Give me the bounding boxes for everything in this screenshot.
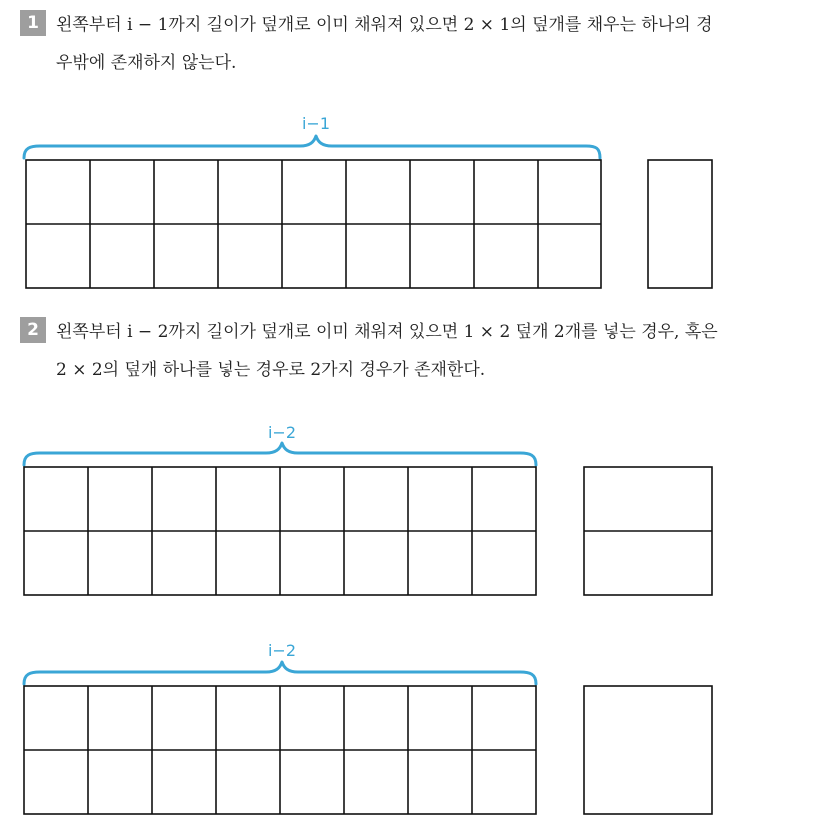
grid-filled-i-minus-1 — [26, 160, 601, 288]
brace-label-i-minus-2-a: i−2 — [267, 423, 297, 442]
case-1-number-badge: 1 — [20, 10, 46, 36]
brace-i-minus-1 — [24, 136, 600, 158]
case-1-line-2: 우밖에 존재하지 않는다. — [56, 53, 237, 73]
grid-filled-i-minus-2-b — [24, 686, 536, 814]
tile-2x2-square — [584, 686, 712, 814]
brace-label-i-minus-1: i−1 — [301, 114, 331, 133]
tiles-two-1x2-horizontal — [584, 467, 712, 595]
case-2-number-badge: 2 — [20, 317, 46, 343]
brace-label-i-minus-2-b: i−2 — [267, 641, 297, 660]
case-2-line-2: 2 × 2의 덮개 하나를 넣는 경우로 2가지 경우가 존재한다. — [56, 360, 486, 380]
case-2-line-1: 왼쪽부터 i − 2까지 길이가 덮개로 이미 채워져 있으면 1 × 2 덮개 2개를 넣는 경우, 혹은 — [56, 322, 718, 342]
brace-i-minus-2-b — [24, 662, 536, 684]
brace-i-minus-2-a — [24, 443, 536, 465]
tile-2x1-vertical — [648, 160, 712, 288]
case-1-line-1: 왼쪽부터 i − 1까지 길이가 덮개로 이미 채워져 있으면 2 × 1의 덮개를 채우는 하나의 경 — [56, 15, 713, 35]
grid-filled-i-minus-2-a — [24, 467, 536, 595]
